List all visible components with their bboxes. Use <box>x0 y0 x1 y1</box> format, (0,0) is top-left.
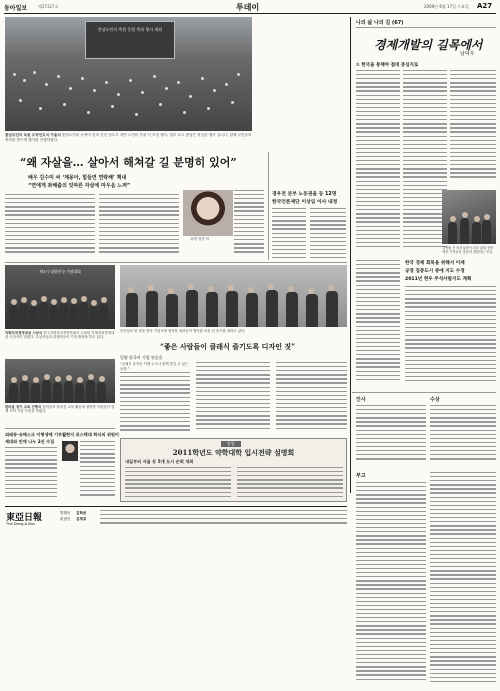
small-right-head: 김현지 포스텍대 학식의 위원이 <box>62 432 119 437</box>
bottom-ad <box>120 438 347 502</box>
masthead-section: 투데이 <box>236 3 260 12</box>
column-body-3 <box>450 70 496 186</box>
interview-subhead-2: “면에게 좌해줍의 잇따른 자살에 마우음 느껴” <box>28 183 131 189</box>
small-items-rule <box>5 428 115 429</box>
notice-person-body <box>356 405 426 465</box>
column-body-5 <box>405 286 496 388</box>
footer-rule <box>5 506 347 507</box>
event-2-caption <box>5 405 115 425</box>
column-sub-headline-3: 2011년 현우 주석사람지도 계획 <box>405 277 472 282</box>
notice-award-body <box>430 405 496 465</box>
column-photo <box>442 190 496 244</box>
bottom-ad-body-2 <box>237 467 343 501</box>
column-title: 경제개발의 길목에서 <box>374 38 483 52</box>
group-byline: 밀양 한국어 기업 연습을 <box>120 355 163 360</box>
top-story-caption-text <box>5 133 252 149</box>
interview-headline: “왜 자살을… 살아서 해쳐갈 길 분명히 있어” <box>20 156 237 169</box>
interview-portrait-caption: 유명 영천 씨 <box>190 237 210 241</box>
interview-body-col-1 <box>5 194 95 258</box>
masthead-issue: 제27327호 <box>38 4 59 9</box>
event-1-caption <box>5 331 115 357</box>
masthead-rule <box>4 13 496 14</box>
footer-logo: 東亞日報 <box>6 513 43 523</box>
event-2-photo <box>5 359 115 403</box>
interview-body-col-3 <box>234 190 264 258</box>
side-story-headline-2: 한국언론재단 이상임 이사 내정 <box>272 200 338 205</box>
side-story-body-2 <box>310 208 346 262</box>
bottom-ad-tag: 알림 <box>221 441 241 447</box>
footer-publisher: 김학준 <box>76 511 87 515</box>
top-story-banner: 총남도민의 축원 응원 축하 행사 개최 <box>97 27 163 32</box>
notice-person-head: 인사 <box>356 397 366 403</box>
small-left-sub: 세대와 인에 나누 2선 수집 <box>5 439 55 444</box>
column-photo-caption: 김종필 전 비서실장이 외부 위원 현장에서 기자들의 질문에 대답하는 모습. <box>442 246 494 255</box>
group-body-2 <box>196 362 270 434</box>
event-1-caption-body: 한국지방자치경영학회가 주최한 지방자치경영대상 시상식이 열렸다. 수상자들과 관계자들이 기념 촬영을 하고 있다. <box>5 331 115 340</box>
group-headline: “좋은 사람들이 클래식 즐기도록 디자인 짓” <box>160 342 296 351</box>
footer-info <box>100 510 347 530</box>
notice-obit-body-1 <box>356 482 426 686</box>
interview-portrait <box>183 190 233 236</box>
side-story-headline-1: 경우전 본부 노동권을 등 12명 <box>272 192 337 197</box>
masthead-date: 2009년 6월 17일 수요일 <box>424 4 469 9</box>
footer-editor: 김재호 <box>76 517 87 521</box>
masthead-page: A27 <box>477 2 493 10</box>
top-story-caption <box>255 118 275 119</box>
event-1-banner: 제3기 대한민국 기념대회 <box>39 269 81 274</box>
column-author: 남덕우 <box>460 51 475 57</box>
column-series-rule <box>356 27 496 28</box>
notice-obit-head: 부고 <box>356 473 366 479</box>
group-photo-caption: 동아일보 한 마음 봉사 기념식에 참석한 대표들이 행사를 마친 뒤 포즈를 취하고 있다. <box>120 329 246 333</box>
notice-award-head: 수상 <box>430 397 440 403</box>
footer-publisher-label: 발행인 <box>60 511 71 515</box>
side-story-body-1 <box>272 208 306 262</box>
group-body-3 <box>276 362 347 434</box>
bottom-ad-body-1 <box>125 467 231 501</box>
top-story-caption-body: 충남도민의 녹색이 신의 선진 성도지 자연 도전의 가을 식 모임 행사. 정부 보고 충남은 중심한 행사 입니다. 함께 도민들의 축하를 받으며 행사를 진행하였다. <box>5 133 252 142</box>
event-2-caption-bold: 한마음 장기 교육 진행식 <box>5 405 42 409</box>
small-left-head: 외래동·유해스크 이형생에 기부금 <box>5 432 67 437</box>
bottom-ad-subtitle: 내일부터 서울 등 5개 도시 순회 개최 <box>125 459 194 464</box>
group-body-1 <box>120 372 190 434</box>
small-left-body <box>5 447 57 501</box>
bottom-ad-title: 2011학년도 약학대학 입시전략 설명회 <box>172 448 295 457</box>
small-right-portrait <box>62 441 78 461</box>
notice-obit-body-2 <box>430 472 496 686</box>
column-body-2 <box>403 70 447 256</box>
top-story-photo <box>5 17 252 131</box>
group-quote: “클래식 음악은 이제 누구나 함께 즐길 수 있는 문화.” <box>120 362 189 371</box>
event-1-caption-bold: 지방자치경영대상 시상식 <box>5 331 43 335</box>
column-subtitle: ① 한국을 통해야 절대 중심지로 <box>356 63 419 68</box>
footer-english: The Dong-A Ilbo <box>6 522 35 526</box>
column-bottom-rule <box>352 392 496 393</box>
column-left-border <box>350 17 351 493</box>
interview-subhead-1: 배우 김수미 씨 ‘계몽아, 힘들면 연락해’ 책내 <box>28 175 127 181</box>
column-sub-headline-1: 한국 경제 회복을 위해서 이제 <box>405 261 465 266</box>
column-body-4 <box>356 260 400 388</box>
small-right-body <box>80 441 115 501</box>
interview-body-col-2 <box>99 194 179 258</box>
top-story-caption-bold: 충남도민의 녹원 도약선도식 가을식 <box>5 133 61 137</box>
column-series: 나의 삶 나의 길 (67) <box>356 20 404 26</box>
event-2-caption-body: 동아일보 한마음 교육 활동에 참여한 사람들이 함께 모여 기념 사진을 찍었다. <box>5 405 115 414</box>
masthead-paper: 동아일보 <box>4 5 28 12</box>
interview-divider <box>268 152 269 260</box>
middle-rule <box>5 262 347 263</box>
event-1-photo <box>5 265 115 329</box>
column-body-1 <box>356 70 400 256</box>
footer-editor-label: 편집인 <box>60 517 71 521</box>
group-photo <box>120 265 347 327</box>
column-sub-headline-2: 공장 집중도시 중에 지도 수정 <box>405 269 465 274</box>
